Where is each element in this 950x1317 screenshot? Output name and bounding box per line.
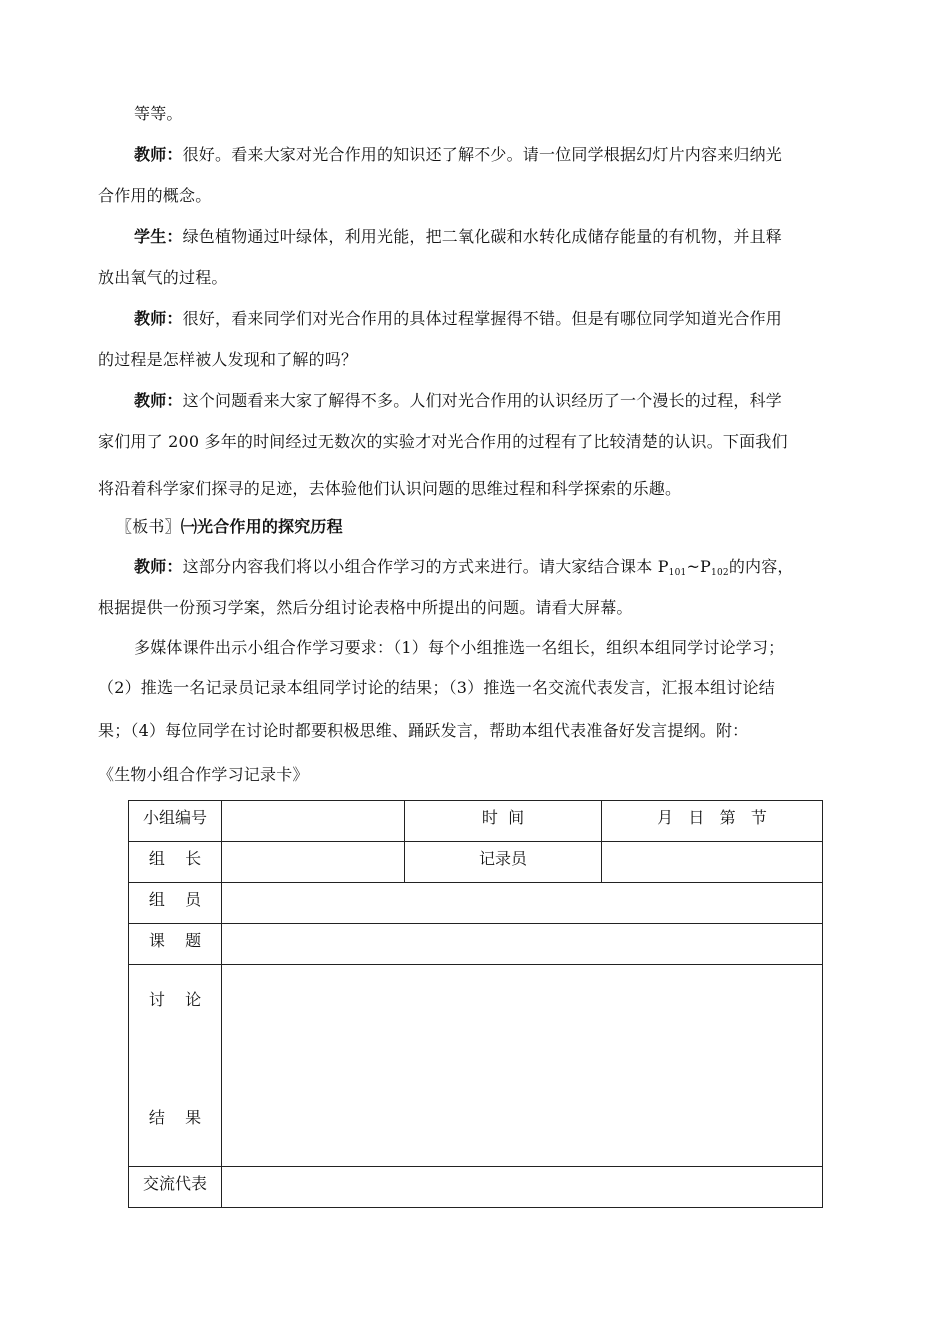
speaker-label: 教师：: [134, 391, 183, 410]
paragraph-line: [98, 720, 858, 742]
date-cell[interactable]: 月 日 第 节: [602, 801, 823, 842]
table-row: [129, 801, 823, 842]
discussion-result-cell[interactable]: [222, 965, 823, 1167]
discussion-label: 讨 论: [148, 990, 202, 1009]
text-span: 多媒体课件出示小组合作学习要求：（1）每个小组推选一名组长，组织本组同学讨论学习；: [134, 638, 785, 657]
text-span: 将沿着科学家们探寻的足迹，去体验他们认识问题的思维过程和科学探索的乐趣。: [98, 479, 682, 498]
table-row: [129, 1167, 823, 1208]
recorder-label: 记录员: [405, 842, 602, 883]
paragraph-line: [134, 637, 858, 659]
page-subscript: 101: [668, 568, 687, 578]
paragraph-line: [98, 764, 858, 786]
paragraph-line: [98, 677, 858, 699]
paragraph-line: [98, 431, 858, 453]
text-span: 放出氧气的过程。: [98, 268, 228, 287]
text-span: 绿色植物通过叶绿体，利用光能，把二氧化碳和水转化成储存能量的有机物，并且释: [182, 227, 783, 246]
result-label: 结 果: [148, 1108, 202, 1127]
page-subscript: 102: [711, 568, 729, 578]
text-span: 的过程是怎样被人发现和了解的吗？: [98, 350, 358, 369]
text-span: 这部分内容我们将以小组合作学习的方式来进行。请大家结合课本 P: [182, 557, 669, 576]
speaker-label: 教师：: [134, 557, 183, 576]
text-span: 家们用了 200 多年的时间经过无数次的实验才对光合作用的过程有了比较清楚的认识。下面我们: [98, 432, 788, 451]
text-span: 很好，看来同学们对光合作用的具体过程掌握得不错。但是有哪位同学知道光合作用: [182, 309, 783, 328]
board-prefix: 〖板书〗: [116, 517, 181, 536]
topic-cell[interactable]: [222, 924, 823, 965]
discussion-result-label: [129, 965, 222, 1167]
recorder-cell[interactable]: [602, 842, 823, 883]
spacer: [129, 1011, 221, 1107]
speaker-label: 学生：: [134, 227, 183, 246]
paragraph-line: [134, 103, 858, 125]
paragraph-line: [98, 349, 858, 371]
members-cell[interactable]: [222, 883, 823, 924]
text-span: 合作用的概念。: [98, 186, 212, 205]
paragraph-line: [134, 226, 858, 248]
paragraph-line: [134, 556, 858, 578]
text-span: 果；（4）每位同学在讨论时都要积极思维、踊跃发言，帮助本组代表准备好发言提纲。附：: [98, 721, 749, 740]
record-card-table: [128, 800, 823, 1208]
text-span: ~P: [686, 557, 712, 576]
paragraph-line: [134, 390, 858, 412]
group-number-label: 小组编号: [129, 801, 222, 842]
group-number-cell[interactable]: [222, 801, 405, 842]
speaker-rep-label: 交流代表: [129, 1167, 222, 1208]
paragraph-line: [134, 308, 858, 330]
leader-cell[interactable]: [222, 842, 405, 883]
topic-label: 课 题: [129, 924, 222, 965]
table-row: [129, 965, 823, 1167]
speaker-label: 教师：: [134, 309, 183, 328]
table-row: [129, 924, 823, 965]
board-title: ㈠光合作用的探究历程: [180, 517, 343, 536]
table-row: [129, 883, 823, 924]
members-label: 组 员: [129, 883, 222, 924]
text-span: 根据提供一份预习学案，然后分组讨论表格中所提出的问题。请看大屏幕。: [98, 598, 633, 617]
speaker-label: 教师：: [134, 145, 183, 164]
table-row: [129, 842, 823, 883]
text-span: 的内容，: [728, 557, 794, 576]
time-label: 时 间: [405, 801, 602, 842]
paragraph-line: [98, 185, 858, 207]
speaker-rep-cell[interactable]: [222, 1167, 823, 1208]
paragraph-line: [98, 478, 858, 500]
text-span: 很好。看来大家对光合作用的知识还了解不少。请一位同学根据幻灯片内容来归纳光: [182, 145, 783, 164]
paragraph-line: [134, 144, 858, 166]
text-span: 等等。: [134, 104, 183, 123]
text-span: 这个问题看来大家了解得不多。人们对光合作用的认识经历了一个漫长的过程，科学: [182, 391, 783, 410]
paragraph-line: [98, 267, 858, 289]
paragraph-line: [98, 597, 858, 619]
text-span: 《生物小组合作学习记录卡》: [98, 765, 309, 784]
leader-label: 组 长: [129, 842, 222, 883]
board-heading: [116, 516, 876, 538]
text-span: （2）推选一名记录员记录本组同学讨论的结果；（3）推选一名交流代表发言，汇报本组讨论结: [98, 678, 775, 697]
